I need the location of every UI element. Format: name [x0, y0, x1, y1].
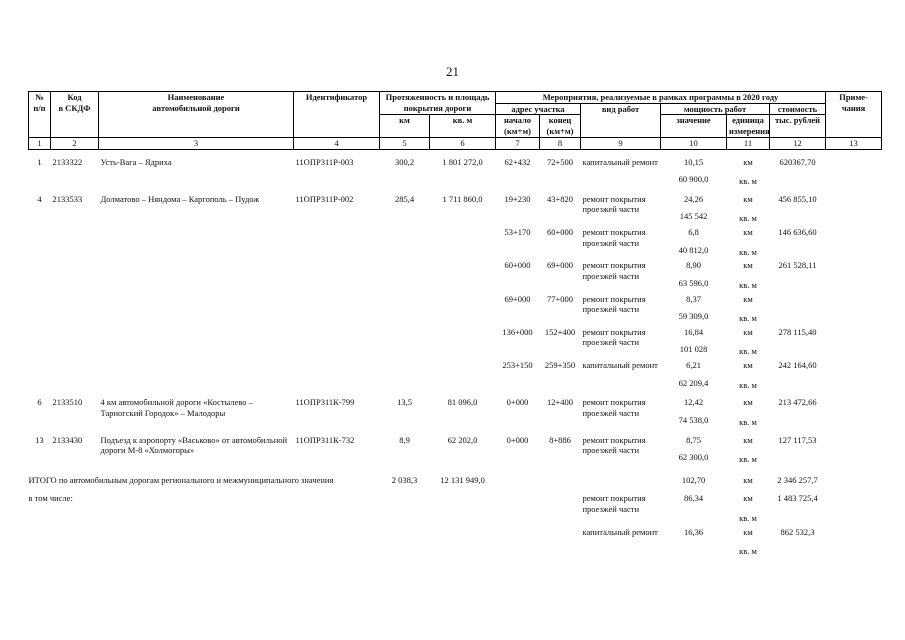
column-numbers-row	[29, 137, 882, 149]
header-length-area: Протяженность и площадь покрытия дороги	[380, 92, 496, 115]
row-cost: 278 115,40	[778, 326, 817, 337]
col-number: 10	[661, 137, 727, 149]
row-work: ремонт покрытия проезжей части	[582, 326, 646, 348]
row-values: 6,8 40 812,0	[678, 227, 709, 255]
table-body	[29, 149, 882, 557]
row-units: км кв. м	[739, 326, 757, 357]
row-cost: 146 636,60	[778, 227, 817, 237]
header-unit: единица измерения	[727, 115, 770, 137]
col-number: 1	[29, 137, 51, 149]
row-code: 2133533	[52, 193, 83, 204]
row-sqm: 81 096,0	[447, 397, 478, 408]
roads-table	[28, 91, 882, 557]
header-km: км	[380, 115, 430, 137]
table-header	[29, 92, 882, 150]
col-number: 12	[770, 137, 826, 149]
row-start: 69+000	[504, 293, 531, 304]
row-num: 6	[37, 397, 42, 408]
col-number: 11	[727, 137, 770, 149]
table-row	[29, 294, 882, 324]
row-start: 53+170	[504, 227, 531, 237]
row-values: 8,75 62 300,0	[678, 434, 709, 463]
row-units: км кв. м	[739, 156, 757, 187]
row-cost: 620367,70	[779, 156, 816, 167]
row-sqm: 1 801 272,0	[442, 156, 483, 167]
col-number: 3	[99, 137, 294, 149]
row-road-name: Подъезд к аэропорту «Васьково» от автомобильной дороги М-8 «Холмогоры»	[100, 434, 288, 456]
row-work: ремонт покрытия проезжей части	[582, 193, 646, 215]
row-num: 1	[37, 156, 42, 167]
row-work: ремонт покрытия проезжей части	[582, 397, 646, 418]
row-units: км кв. м	[739, 397, 757, 427]
row-start: 19+230	[504, 193, 531, 204]
row-units: км кв. м	[739, 227, 757, 257]
header-identifier: Идентификатор	[294, 92, 380, 138]
row-road-name: Долматово – Няндома – Каргополь – Пудож	[100, 193, 260, 204]
row-end: 43+820	[546, 193, 574, 204]
row-cost: 456 855,10	[778, 193, 817, 204]
row-units: км кв. м	[739, 293, 757, 324]
table-row	[29, 327, 882, 357]
row-work: капитальный ремонт	[582, 360, 658, 370]
including-value: 86,34	[683, 493, 704, 504]
including-label: в том числе:	[28, 493, 73, 504]
including-work: ремонт покрытия проезжей части	[582, 493, 646, 514]
col-number: 7	[496, 137, 540, 149]
total-value: 102,70	[681, 474, 706, 485]
header-end: конец (км+м)	[540, 115, 581, 137]
table-row	[29, 227, 882, 257]
col-number: 9	[581, 137, 661, 149]
row-end: 259+350	[544, 360, 576, 370]
table-row	[29, 360, 882, 390]
col-number: 6	[430, 137, 496, 149]
row-work: ремонт покрытия проезжей части	[582, 227, 646, 248]
row-identifier: 11ОПР311К-732	[295, 434, 355, 445]
row-work: ремонт покрытия проезжей части	[582, 434, 646, 456]
row-units: км кв. м	[739, 193, 757, 224]
row-road-name: 4 км автомобильной дороги «Костылево – Тарногский Городок» – Малодоры	[100, 397, 253, 418]
row-km: 300,2	[394, 156, 415, 167]
header-measures: Мероприятия, реализуемые в рамках программы в 2020 году	[496, 92, 826, 104]
row-end: 77+000	[546, 293, 574, 304]
row-code: 2133430	[52, 434, 83, 445]
row-cost: 213 472,66	[778, 397, 817, 408]
row-km: 8,9	[399, 434, 410, 445]
row-values: 16,84 101 028	[679, 326, 708, 355]
row-values: 24,26 145 542	[679, 193, 708, 222]
including-row	[29, 493, 882, 523]
row-work: ремонт покрытия проезжей части	[582, 293, 646, 315]
row-start: 0+000	[506, 397, 529, 408]
table-row	[29, 194, 882, 224]
row-code: 2133510	[52, 397, 83, 408]
col-number: 13	[826, 137, 882, 149]
header-cost-unit: тыс. рублей	[770, 115, 826, 137]
row-units: км кв. м	[739, 434, 757, 465]
total-label: ИТОГО по автомобильным дорогам регионального и межмуниципального значения	[28, 474, 334, 485]
row-values: 8,37 59 309,0	[678, 293, 709, 322]
row-cost: 127 117,53	[778, 434, 817, 445]
row-end: 12+400	[546, 397, 574, 408]
col-number: 5	[380, 137, 430, 149]
row-start: 62+432	[504, 156, 531, 167]
including-units: км кв. м	[739, 493, 757, 523]
row-end: 72+500	[546, 156, 574, 167]
row-start: 0+000	[506, 434, 529, 445]
including-work: капитальный ремонт	[582, 526, 658, 537]
row-values: 12,42 74 538,0	[678, 397, 709, 425]
row-identifier: 11ОПР311Р-003	[295, 156, 354, 167]
row-work: капитальный ремонт	[582, 156, 658, 167]
total-row	[29, 475, 882, 486]
row-units: км кв. м	[739, 360, 757, 390]
row-code: 2133322	[52, 156, 83, 167]
total-unit: км	[743, 474, 753, 485]
total-cost: 2 346 257,7	[777, 474, 818, 485]
row-values: 8,90 63 596,0	[678, 260, 709, 288]
row-start: 60+000	[504, 260, 531, 271]
header-code: Код в СКДФ	[51, 92, 99, 138]
row-end: 8+886	[549, 434, 571, 445]
header-start: начало (км+м)	[496, 115, 540, 137]
row-num: 4	[37, 193, 42, 204]
row-values: 10,15 60 900,0	[678, 156, 709, 185]
row-cost: 261 528,11	[778, 260, 817, 271]
header-capacity: мощность работ	[661, 103, 770, 115]
row-num: 13	[35, 434, 44, 445]
row-end: 60+000	[546, 227, 574, 237]
row-start: 136+000	[502, 326, 533, 337]
header-value: значение	[661, 115, 727, 137]
row-cost	[770, 294, 826, 324]
table-row	[29, 397, 882, 427]
row-work: ремонт покрытия проезжей части	[582, 260, 646, 281]
row-units: км кв. м	[739, 260, 757, 290]
total-km: 2 038,3	[391, 474, 418, 485]
total-sqm: 12 131 949,0	[440, 474, 485, 485]
table-row	[29, 260, 882, 290]
including-value: 16,36	[683, 526, 704, 537]
header-cost: стоимость	[770, 103, 826, 115]
col-number: 4	[294, 137, 380, 149]
including-cost: 862 532,3	[780, 526, 815, 537]
page-number: 21	[446, 64, 459, 79]
row-cost: 242 164,60	[778, 360, 817, 370]
row-sqm: 62 202,0	[447, 434, 478, 445]
row-identifier: 11ОПР311К-799	[295, 397, 355, 408]
including-row	[29, 527, 882, 557]
row-km: 285,4	[394, 193, 415, 204]
row-sqm: 1 711 860,0	[442, 193, 483, 204]
row-start: 253+150	[502, 360, 533, 370]
including-cost: 1 483 725,4	[777, 493, 818, 504]
header-work-type: вид работ	[581, 103, 661, 137]
row-road-name: Усть-Вага – Ядриха	[100, 156, 172, 167]
table-row	[29, 157, 882, 187]
row-end: 69+000	[546, 260, 574, 271]
header-sqm: кв. м	[430, 115, 496, 137]
including-units: км кв. м	[739, 526, 757, 557]
table-row	[29, 435, 882, 465]
row-identifier: 11ОПР311Р-002	[295, 193, 354, 204]
header-notes: Приме- чания	[826, 92, 882, 138]
row-values: 6,21 62 209,4	[678, 360, 709, 388]
row-km: 13,5	[397, 397, 412, 408]
col-number: 8	[540, 137, 581, 149]
col-number: 2	[51, 137, 99, 149]
row-end: 152+400	[544, 326, 576, 337]
header-address: адрес участка	[496, 103, 581, 115]
header-num: № п/п	[29, 92, 51, 138]
header-name: Наименование автомобильной дороги	[99, 92, 294, 138]
